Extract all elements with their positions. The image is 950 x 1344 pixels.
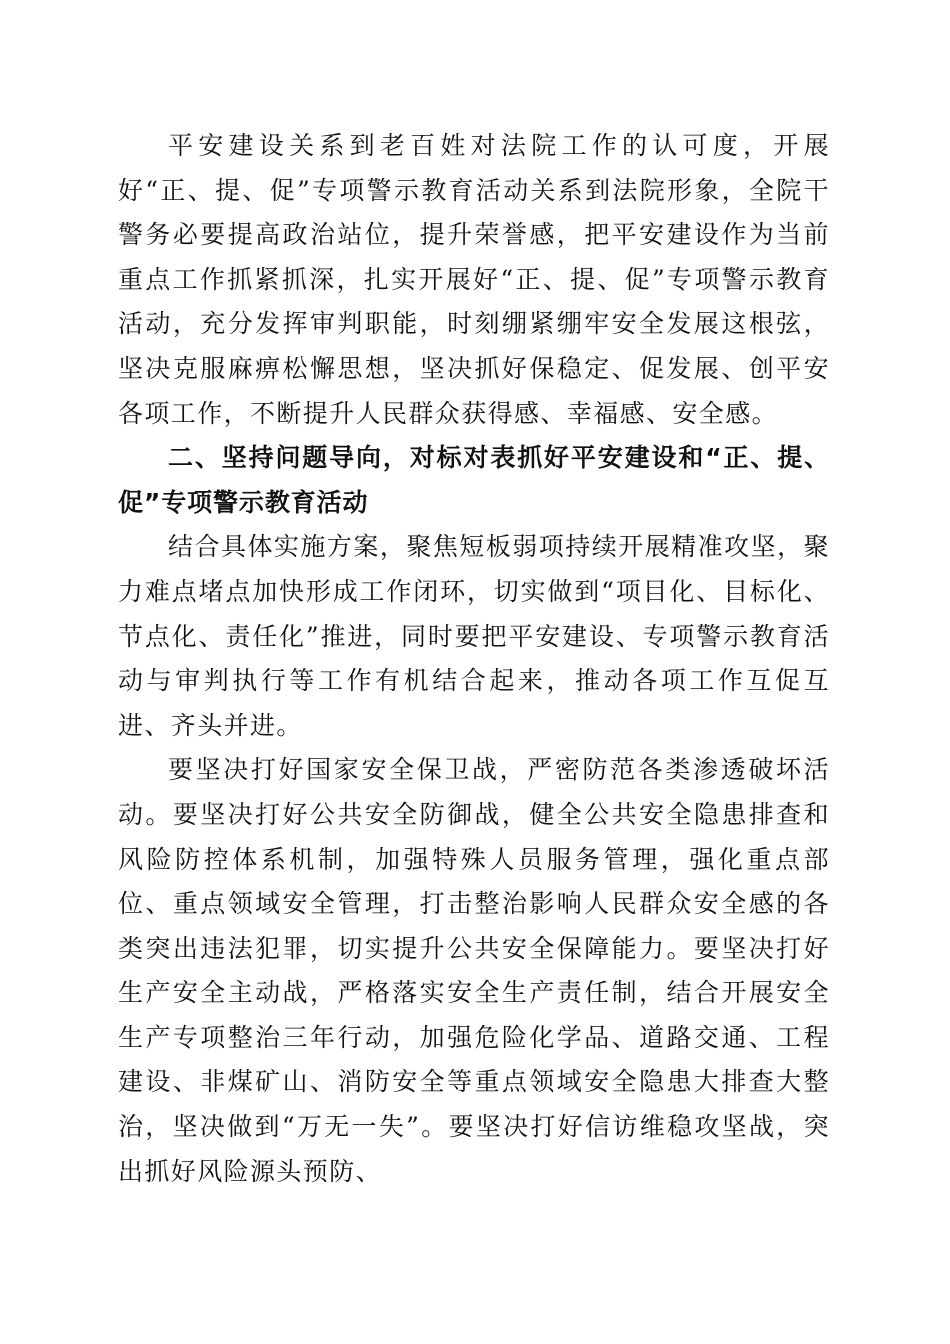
document-body — [118, 124, 830, 1194]
paragraph-public-safety-importance: 平安建设关系到老百姓对法院工作的认可度，开展好“正、提、促”专项警示教育活动关系到法院形象，全院干警务必要提高政治站位，提升荣誉感，把平安建设作为当前重点工作抓紧抓深，扎实开展好“正、提、促”专项警示教育活动，充分发挥审判职能，时刻绷紧绷牢安全发展这根弦，坚决克服麻痹松懈思想，坚决抓好保稳定、促发展、创平安各项工作，不断提升人民群众获得感、幸福感、安全感。 — [118, 131, 830, 428]
paragraph-security-battles: 要坚决打好国家安全保卫战，严密防范各类渗透破坏活动。要坚决打好公共安全防御战，健全公共安全隐患排查和风险防控体系机制，加强特殊人员服务管理，强化重点部位、重点领域安全管理，打击整治影响人民群众安全感的各类突出违法犯罪，切实提升公共安全保障能力。要坚决打好生产安全主动战，严格落实安全生产责任制，结合开展安全生产专项整治三年行动，加强危险化学品、道路交通、工程建设、非煤矿山、消防安全等重点领域安全隐患大排查大整治，坚决做到“万无一失”。要坚决打好信访维稳攻坚战，突出抓好风险源头预防、 — [118, 755, 830, 1186]
section-heading-two: 二、坚持问题导向，对标对表抓好平安建设和“正、提、促”专项警示教育活动 — [118, 443, 830, 517]
paragraph-implementation-plan: 结合具体实施方案，聚焦短板弱项持续开展精准攻坚，聚力难点堵点加快形成工作闭环，切实做到“项目化、目标化、节点化、责任化”推进，同时要把平安建设、专项警示教育活动与审判执行等工作有机结合起来，推动各项工作互促互进、齐头并进。 — [118, 532, 830, 740]
